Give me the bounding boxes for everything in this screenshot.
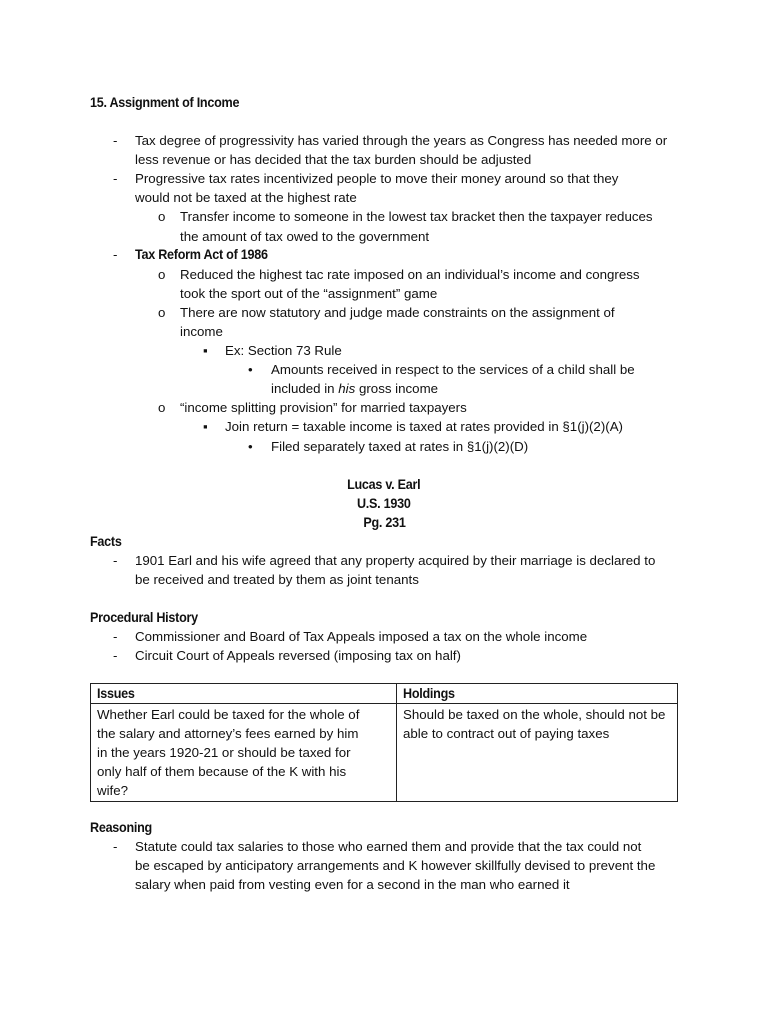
facts-text: 1901 Earl and his wife agreed that any property acquired by their marriage is declared to <box>135 553 656 568</box>
text-run: included in <box>271 381 339 396</box>
reasoning-heading: Reasoning <box>90 819 152 835</box>
italic-text: his <box>338 381 356 396</box>
dash-marker: - <box>113 648 118 663</box>
dash-marker: - <box>113 247 118 262</box>
issue-line: the salary and attorney’s fees earned by him <box>97 726 359 741</box>
dash-marker: - <box>113 171 118 186</box>
table-header-row <box>91 684 678 704</box>
dash-marker: - <box>113 629 118 644</box>
bullet-text: Progressive tax rates incentivized people to move their money around so that they <box>135 171 619 186</box>
holdings-header: Holdings <box>397 684 678 704</box>
circle-marker: o <box>158 305 166 320</box>
procedural-heading: Procedural History <box>90 609 198 625</box>
issues-header: Issues <box>91 684 397 704</box>
reasoning-text: Statute could tax salaries to those who earned them and provide that the tax could not <box>135 839 642 854</box>
case-page: Pg. 231 <box>362 514 406 530</box>
bullet-text: There are now statutory and judge made constraints on the assignment of <box>180 305 615 320</box>
subsection-heading: Tax Reform Act of 1986 <box>135 246 268 262</box>
holding-line: Should be taxed on the whole, should not be <box>403 707 666 722</box>
facts-heading: Facts <box>90 533 122 549</box>
bullet-text: Join return = taxable income is taxed at rates provided in §1(j)(2)(A) <box>225 419 623 434</box>
case-name: Lucas v. Earl <box>347 476 421 492</box>
bullet-text: took the sport out of the “assignment” game <box>180 286 438 301</box>
holding-line: able to contract out of paying taxes <box>403 726 610 741</box>
facts-text: be received and treated by them as joint tenants <box>135 572 419 587</box>
issues-holdings-table <box>90 683 678 802</box>
holding-cell <box>397 704 678 802</box>
bullet-text <box>271 379 438 398</box>
table-row <box>91 704 678 802</box>
circle-marker: o <box>158 267 166 282</box>
issue-line: only half of them because of the K with his <box>97 764 347 779</box>
bullet-text: Transfer income to someone in the lowest tax bracket then the taxpayer reduces <box>180 209 653 224</box>
bullet-text: income <box>180 324 223 339</box>
dot-marker: • <box>248 439 253 454</box>
bullet-text: Amounts received in respect to the services of a child shall be <box>271 362 635 377</box>
bullet-text: the amount of tax owed to the government <box>180 229 430 244</box>
procedural-text: Circuit Court of Appeals reversed (imposing tax on half) <box>135 648 461 663</box>
reasoning-text: salary when paid from vesting even for a second in the man who earned it <box>135 877 570 892</box>
bullet-text: less revenue or has decided that the tax burden should be adjusted <box>135 152 532 167</box>
circle-marker: o <box>158 400 166 415</box>
circle-marker: o <box>158 209 166 224</box>
bullet-text: “income splitting provision” for married taxpayers <box>180 400 467 415</box>
text-run: gross income <box>355 381 439 396</box>
bullet-text: would not be taxed at the highest rate <box>135 190 357 205</box>
reasoning-text: be escaped by anticipatory arrangements and K however skillfully devised to prevent the <box>135 858 656 873</box>
dash-marker: - <box>113 133 118 148</box>
square-marker: ▪ <box>203 419 208 434</box>
issue-cell <box>91 704 397 802</box>
square-marker: ▪ <box>203 343 208 358</box>
bullet-text: Reduced the highest tac rate imposed on an individual’s income and congress <box>180 267 640 282</box>
dash-marker: - <box>113 839 118 854</box>
procedural-text: Commissioner and Board of Tax Appeals imposed a tax on the whole income <box>135 629 588 644</box>
issue-line: wife? <box>97 783 129 798</box>
section-heading: 15. Assignment of Income <box>90 94 240 110</box>
dot-marker: • <box>248 362 253 377</box>
bullet-text: Ex: Section 73 Rule <box>225 343 342 358</box>
dash-marker: - <box>113 553 118 568</box>
case-court-year: U.S. 1930 <box>357 495 411 511</box>
issue-line: in the years 1920-21 or should be taxed for <box>97 745 351 760</box>
issue-line: Whether Earl could be taxed for the whole of <box>97 707 360 722</box>
bullet-text: Tax degree of progressivity has varied through the years as Congress has needed more or <box>135 133 668 148</box>
bullet-text: Filed separately taxed at rates in §1(j)(2)(D) <box>271 439 529 454</box>
